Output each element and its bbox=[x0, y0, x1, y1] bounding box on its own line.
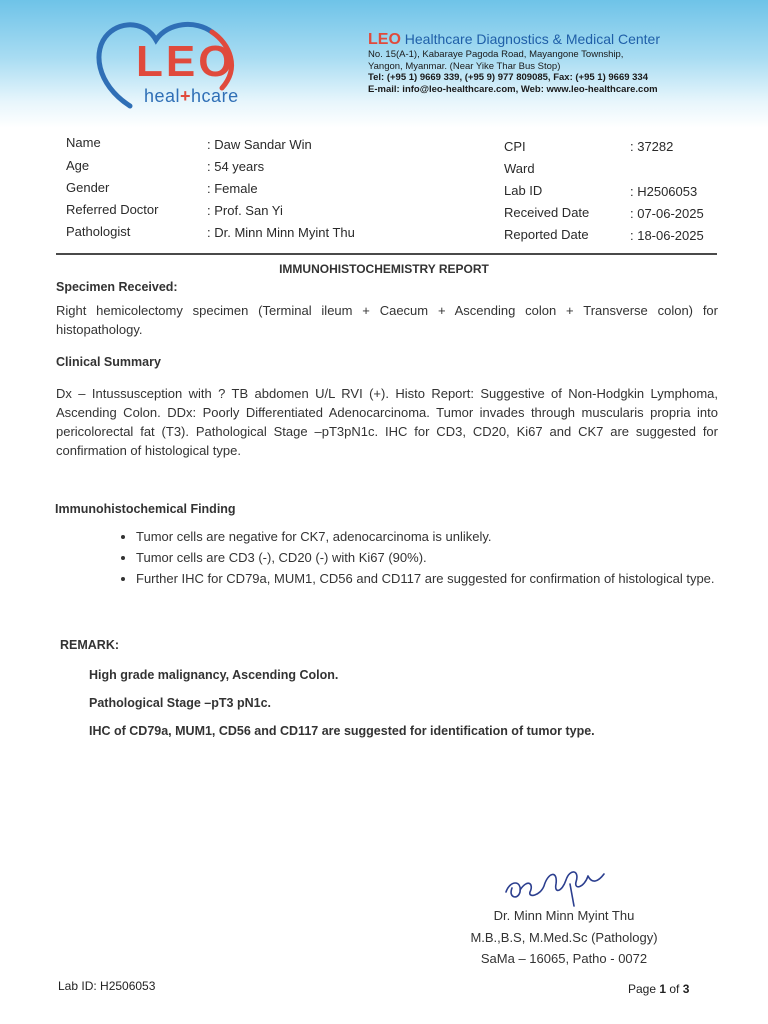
age-label: Age bbox=[66, 158, 90, 173]
lab-id-value: : H2506053 bbox=[630, 184, 698, 199]
cpi-label: CPI bbox=[504, 139, 526, 154]
finding-item: • Tumor cells are negative for CK7, adenocarcinoma is unlikely. bbox=[136, 527, 716, 547]
name-value: : Daw Sandar Win bbox=[207, 137, 312, 152]
company-name bbox=[368, 30, 760, 49]
header-divider bbox=[56, 253, 717, 255]
pathologist-label: Pathologist bbox=[66, 224, 131, 239]
finding-item: • Further IHC for CD79a, MUM1, CD56 and CD117 are suggested for confirmation of histological type. bbox=[136, 569, 716, 589]
remark-title: REMARK: bbox=[60, 638, 120, 652]
page-current: 1 bbox=[659, 982, 667, 996]
logo-sub-right: hcare bbox=[191, 86, 239, 106]
signatory-qualification: M.B.,B.S, M.Med.Sc (Pathology) bbox=[470, 930, 658, 945]
letterhead bbox=[0, 0, 768, 128]
ihc-finding-title: Immunohistochemical Finding bbox=[55, 502, 236, 516]
specimen-text: Right hemicolectomy specimen (Terminal ileum + Caecum + Ascending colon + Transverse colon) for histopathology. bbox=[56, 303, 718, 337]
remark-line: IHC of CD79a, MUM1, CD56 and CD117 are suggested for identification of tumor type. bbox=[89, 724, 595, 738]
handwritten-signature bbox=[500, 862, 610, 910]
phone-line: Tel: (+95 1) 9669 339, (+95 9) 977 809085, Fax: (+95 1) 9669 334 bbox=[368, 72, 649, 83]
reported-date-value: : 18-06-2025 bbox=[630, 228, 704, 243]
patient-info bbox=[66, 135, 716, 255]
referred-doctor-label: Referred Doctor bbox=[66, 202, 159, 217]
ward-label: Ward bbox=[504, 161, 535, 176]
specimen-title: Specimen Received: bbox=[56, 280, 178, 294]
age-value: : 54 years bbox=[207, 159, 265, 174]
page-prefix: Page bbox=[628, 982, 660, 996]
ihc-finding-list bbox=[112, 527, 716, 590]
address-line-2: Yangon, Myanmar. (Near Yike Thar Bus Stop) bbox=[368, 60, 561, 72]
gender-label: Gender bbox=[66, 180, 110, 195]
clinical-summary-text: Dx – Intussusception with ? TB abdomen U/L RVI (+). Histo Report: Suggestive of Non-Hodgkin Lymphoma, Ascending Colon. DDx: Poorly Differentiated Adenocarcinoma. Tumor invades through muscularis propria into pericolorectal fat (T3). Pathological Stage –pT3pN1c. IHC for CD3, CD20, Ki67 and CK7 are suggested for confirmation of histological type. bbox=[56, 386, 718, 458]
cpi-value: : 37282 bbox=[630, 139, 674, 154]
company-logo bbox=[90, 14, 280, 110]
referred-doctor-value: : Prof. San Yi bbox=[207, 203, 283, 218]
remark-line: High grade malignancy, Ascending Colon. bbox=[89, 668, 339, 682]
logo-cross-icon: + bbox=[180, 86, 192, 106]
company-details bbox=[368, 30, 760, 95]
remark-line: Pathological Stage –pT3 pN1c. bbox=[89, 696, 271, 710]
pathologist-value: : Dr. Minn Minn Myint Thu bbox=[207, 225, 355, 240]
logo-wordmark: LEO bbox=[136, 37, 236, 86]
reported-date-label: Reported Date bbox=[504, 227, 589, 242]
contact-line: E-mail: info@leo-healthcare.com, Web: www.leo-healthcare.com bbox=[368, 83, 658, 95]
company-brand: LEO bbox=[368, 31, 401, 48]
received-date-value: : 07-06-2025 bbox=[630, 206, 704, 221]
report-title: IMMUNOHISTOCHEMISTRY REPORT bbox=[279, 262, 489, 276]
name-label: Name bbox=[66, 135, 101, 150]
company-name-text: Healthcare Diagnostics & Medical Center bbox=[404, 31, 661, 47]
address-line-1: No. 15(A-1), Kabaraye Pagoda Road, Mayangone Township, bbox=[368, 49, 624, 60]
signatory-name: Dr. Minn Minn Myint Thu bbox=[493, 908, 635, 923]
signatory-registration: SaMa – 16065, Patho - 0072 bbox=[480, 951, 648, 966]
lab-id-label: Lab ID bbox=[504, 183, 543, 198]
gender-value: : Female bbox=[207, 181, 258, 196]
page-total: 3 bbox=[682, 982, 690, 996]
received-date-label: Received Date bbox=[504, 205, 590, 220]
footer-lab-id: Lab ID: H2506053 bbox=[58, 979, 156, 993]
page-number bbox=[628, 982, 689, 996]
page-separator: of bbox=[666, 982, 683, 996]
finding-item: • Tumor cells are CD3 (-), CD20 (-) with Ki67 (90%). bbox=[136, 548, 716, 568]
clinical-summary-title: Clinical Summary bbox=[56, 355, 161, 369]
logo-subtitle bbox=[144, 86, 239, 106]
logo-sub-left: heal bbox=[144, 86, 181, 106]
